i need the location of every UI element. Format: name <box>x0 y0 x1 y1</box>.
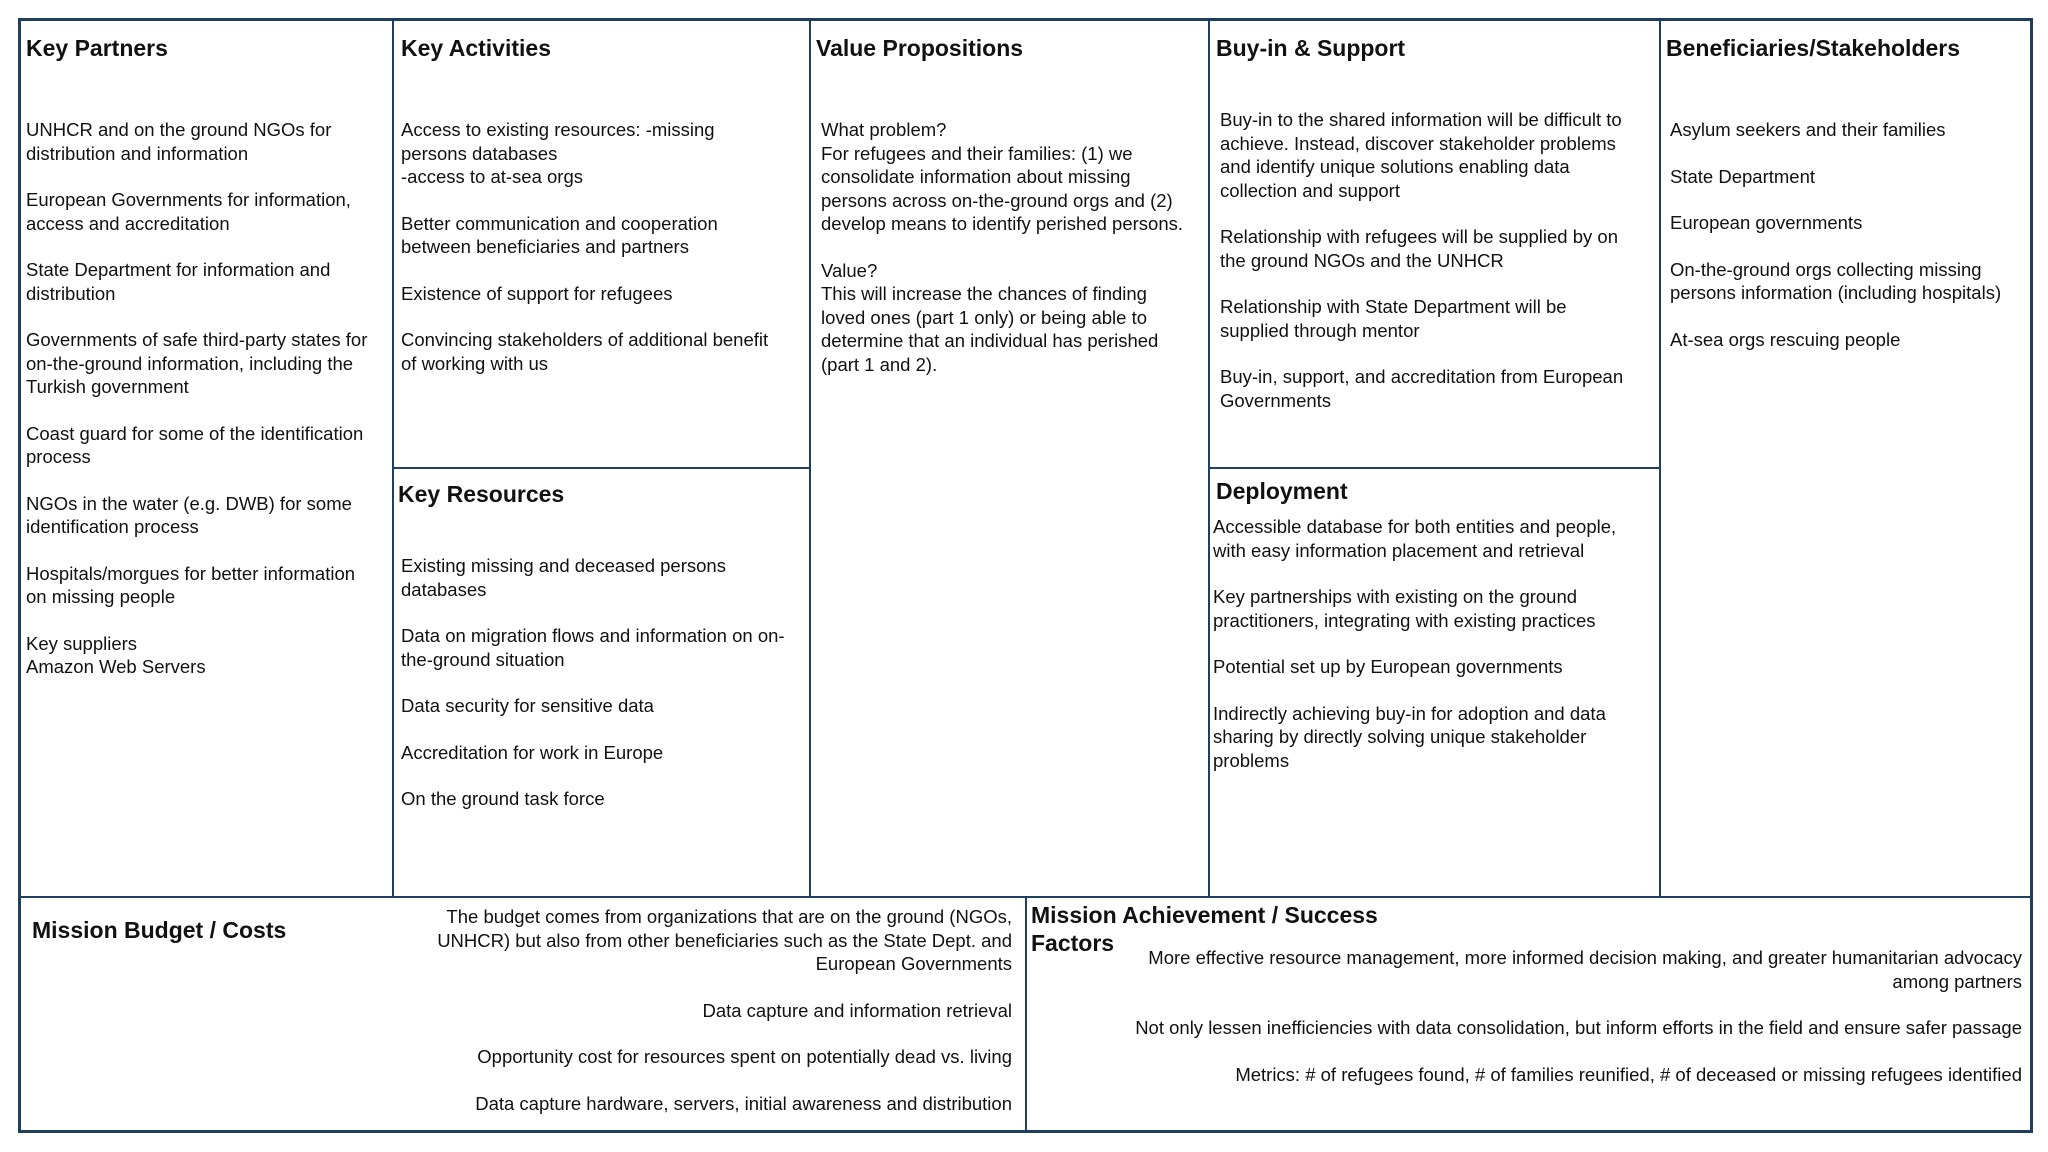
mission-budget-title-box <box>32 916 392 956</box>
list-item: At-sea orgs rescuing people <box>1670 328 1901 350</box>
divider-partners-activities <box>392 19 394 896</box>
list-item: European governments <box>1670 212 1863 233</box>
value-propositions-list <box>821 118 1206 376</box>
list-item: Data on migration flows and information on on- the-ground situation <box>401 625 785 670</box>
list-item: More effective resource management, more informed decision making, and greater humanitarian advocacy among partners <box>1148 947 2022 992</box>
list-item: Potential set up by European governments <box>1213 656 1563 677</box>
key-partners-list <box>26 118 388 679</box>
divider-buyin-deployment <box>1208 467 1661 469</box>
value-propositions-title: Value Propositions <box>816 35 1024 61</box>
mission-budget-list <box>360 905 1012 1115</box>
list-item: UNHCR and on the ground NGOs for distribution and information <box>26 119 332 164</box>
buy-in-support-title: Buy-in & Support <box>1216 35 1406 61</box>
list-item: Access to existing resources: -missing persons databases -access to at-sea orgs <box>401 119 715 187</box>
list-item: Value? This will increase the chances of finding loved ones (part 1 only) or being able to determine that an individual has perished (part 1 and 2). <box>821 259 1159 375</box>
key-activities-section <box>401 34 805 462</box>
key-resources-title: Key Resources <box>398 481 565 507</box>
list-item: Relationship with State Department will be supplied through mentor <box>1220 296 1567 341</box>
list-item: What problem? For refugees and their families: (1) we consolidate information about missing persons across on-the-ground orgs and (2) develop means to identify perished persons. <box>821 119 1183 234</box>
list-item: Metrics: # of refugees found, # of families reunified, # of deceased or missing refugees identified <box>1235 1063 2022 1085</box>
list-item: Hospitals/morgues for better information on missing people <box>26 562 356 607</box>
list-item: State Department <box>1670 165 1815 187</box>
value-propositions-section <box>816 34 1206 884</box>
divider-activities-resources <box>392 467 811 469</box>
list-item: Convincing stakeholders of additional benefit of working with us <box>401 329 769 374</box>
divider-value-buyin <box>1208 19 1210 896</box>
list-item: On-the-ground orgs collecting missing persons information (including hospitals) <box>1670 258 2002 303</box>
buy-in-support-section <box>1216 34 1656 462</box>
list-item: Accreditation for work in Europe <box>401 741 664 763</box>
list-item: Key suppliers Amazon Web Servers <box>26 632 206 677</box>
divider-budget-achievement <box>1025 896 1027 1132</box>
list-item: Buy-in to the shared information will be difficult to achieve. Instead, discover stakeholder problems and identify unique solutions enabling data collection and support <box>1220 109 1622 201</box>
key-partners-section <box>26 34 388 884</box>
list-item: Asylum seekers and their families <box>1670 119 1946 140</box>
list-item: Better communication and cooperation between beneficiaries and partners <box>401 212 718 257</box>
list-item: Existence of support for refugees <box>401 282 673 304</box>
divider-buyin-beneficiaries <box>1659 19 1661 896</box>
mission-achievement-title: Mission Achievement / Success Factors <box>1031 902 1378 956</box>
list-item: Accessible database for both entities and people, with easy information placement and retrieval <box>1213 516 1617 561</box>
list-item: Data capture and information retrieval <box>702 999 1012 1021</box>
key-activities-title: Key Activities <box>401 35 551 61</box>
key-activities-list <box>401 118 805 375</box>
list-item: Not only lessen inefficiencies with data consolidation, but inform efforts in the field and ensure safer passage <box>1135 1017 2022 1038</box>
mission-budget-title: Mission Budget / Costs <box>32 917 287 943</box>
mission-achievement-section <box>1040 946 2022 1126</box>
list-item: State Department for information and distribution <box>26 259 331 304</box>
beneficiaries-list <box>1670 118 2030 351</box>
deployment-list <box>1213 515 1657 772</box>
list-item: European Governments for information, access and accreditation <box>26 189 351 234</box>
key-resources-list <box>401 554 806 811</box>
list-item: On the ground task force <box>401 788 605 809</box>
buy-in-support-list <box>1220 108 1656 412</box>
list-item: Relationship with refugees will be supplied by on the ground NGOs and the UNHCR <box>1220 226 1618 271</box>
mission-budget-section <box>360 905 1012 1125</box>
mission-achievement-list <box>1040 946 2022 1086</box>
deployment-section <box>1213 477 1657 887</box>
list-item: Buy-in, support, and accreditation from European Governments <box>1220 366 1624 411</box>
key-partners-title: Key Partners <box>26 35 168 61</box>
list-item: Governments of safe third-party states for on-the-ground information, including the Turkish government <box>26 329 368 397</box>
beneficiaries-section <box>1666 34 2030 884</box>
list-item: The budget comes from organizations that are on the ground (NGOs, UNHCR) but also from other beneficiaries such as the State Dept. and European Governments <box>437 906 1012 974</box>
deployment-title: Deployment <box>1216 478 1348 504</box>
list-item: Coast guard for some of the identification process <box>26 422 364 467</box>
list-item: Key partnerships with existing on the ground practitioners, integrating with existing practices <box>1213 586 1596 631</box>
list-item: Indirectly achieving buy-in for adoption and data sharing by directly solving unique stakeholder problems <box>1213 702 1606 771</box>
list-item: Data security for sensitive data <box>401 695 654 716</box>
key-resources-section <box>398 480 806 890</box>
list-item: NGOs in the water (e.g. DWB) for some identification process <box>26 492 352 537</box>
divider-activities-value <box>809 19 811 896</box>
list-item: Data capture hardware, servers, initial awareness and distribution <box>475 1092 1012 1114</box>
beneficiaries-title: Beneficiaries/Stakeholders <box>1666 35 1961 61</box>
list-item: Opportunity cost for resources spent on potentially dead vs. living <box>477 1046 1012 1067</box>
list-item: Existing missing and deceased persons databases <box>401 555 726 600</box>
